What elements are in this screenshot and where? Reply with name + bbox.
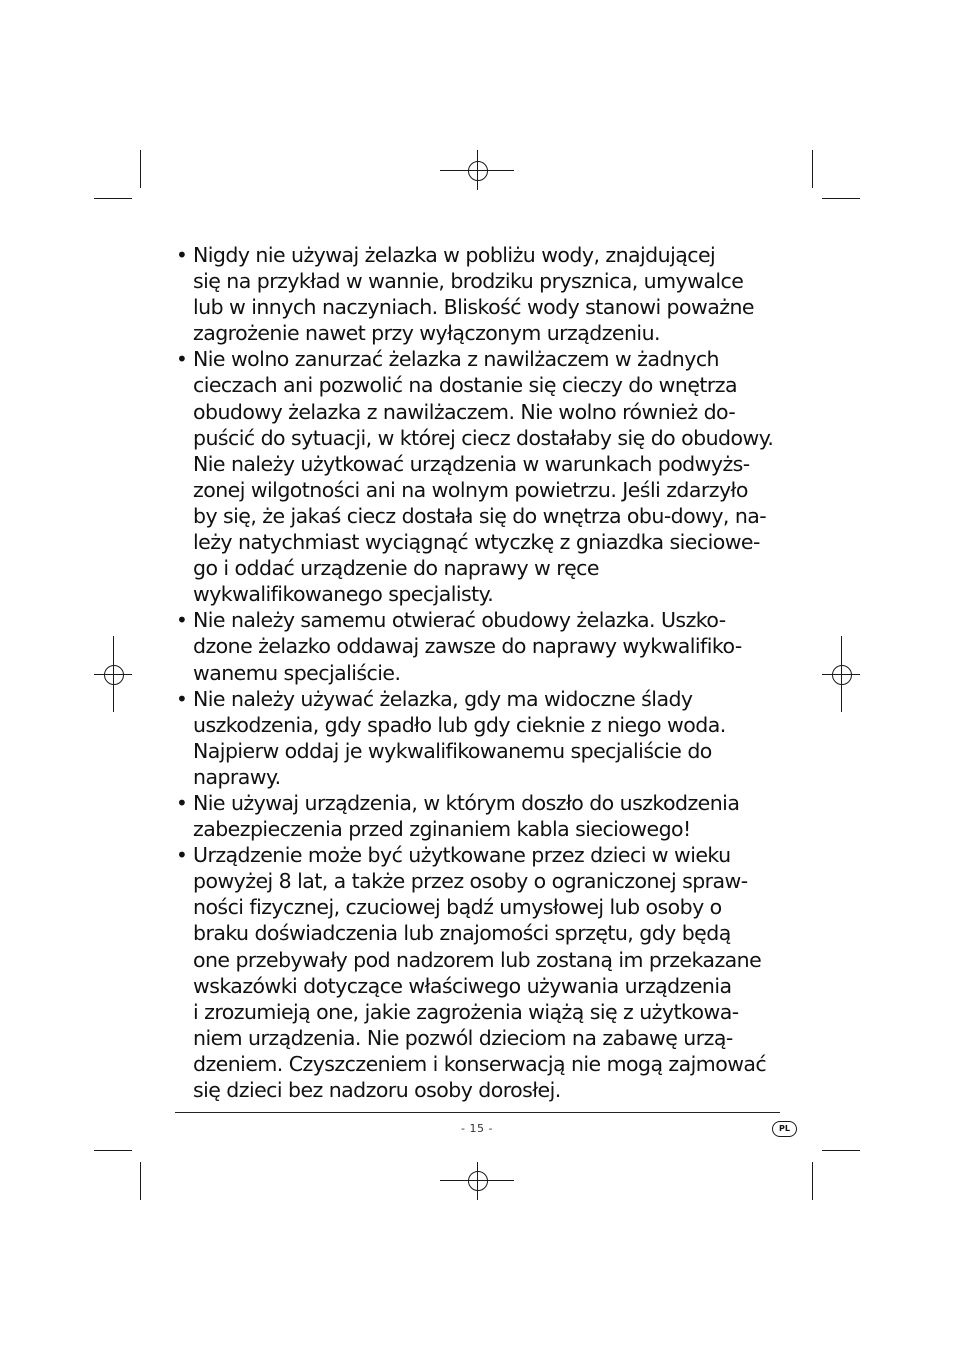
text-line: Nie należy samemu otwierać obudowy żelazka. Uszko- xyxy=(193,608,726,633)
crop-mark xyxy=(812,1162,813,1200)
bullet-dot: • xyxy=(176,686,188,711)
crop-mark xyxy=(140,1162,141,1200)
crop-mark xyxy=(822,1150,860,1151)
footer-divider xyxy=(175,1112,780,1113)
language-badge: PL xyxy=(772,1121,797,1137)
safety-instructions-list xyxy=(176,242,780,1103)
bullet-item xyxy=(176,790,780,842)
text-line: się dzieci bez nadzoru osoby dorosłej. xyxy=(193,1078,561,1102)
bullet-item xyxy=(176,686,780,790)
text-line: Najpierw oddaj je wykwalifikowanemu specjaliście do xyxy=(193,738,712,763)
text-line: i zrozumieją one, jakie zagrożenia wiążą się z użytkowa- xyxy=(193,999,739,1024)
text-line: Nigdy nie używaj żelazka w pobliżu wody, znajdującej xyxy=(193,243,716,267)
crop-mark xyxy=(94,1150,132,1151)
bullet-item xyxy=(176,242,780,346)
text-line: niem urządzenia. Nie pozwól dzieciom na zabawę urzą- xyxy=(193,1025,733,1050)
text-line: obudowy żelazka z nawilżaczem. Nie wolno również do- xyxy=(193,399,736,424)
text-line: wskazówki dotyczące właściwego używania urządzenia xyxy=(193,973,732,998)
bullet-item xyxy=(176,842,780,1103)
text-line: powyżej 8 lat, a także przez osoby o ograniczonej spraw- xyxy=(193,869,748,894)
text-line: wykwalifikowanego specjalisty. xyxy=(193,582,494,607)
bullet-dot: • xyxy=(176,243,188,267)
text-line: Nie używaj urządzenia, w którym doszło do uszkodzenia xyxy=(193,790,740,815)
bullet-dot: • xyxy=(176,347,188,372)
text-line: zagrożenie nawet przy wyłączonym urządzeniu. xyxy=(193,321,660,346)
text-line: się na przykład w wannie, brodziku prysznica, umywalce xyxy=(193,269,744,294)
text-line: go i oddać urządzenie do naprawy w ręce xyxy=(193,556,599,581)
text-line: dzeniem. Czyszczeniem i konserwacją nie mogą zajmować xyxy=(193,1051,767,1076)
crop-mark xyxy=(822,198,860,199)
text-line: puścić do sytuacji, w której ciecz dostałaby się do obudowy. xyxy=(193,425,774,450)
crop-mark xyxy=(812,150,813,188)
bullet-item xyxy=(176,607,780,685)
crop-mark xyxy=(140,150,141,188)
text-line: uszkodzenia, gdy spadło lub gdy cieknie z niego woda. xyxy=(193,712,726,737)
text-line: Nie należy używać żelazka, gdy ma widoczne ślady xyxy=(193,686,693,711)
text-line: dzone żelazko oddawaj zawsze do naprawy wykwalifiko- xyxy=(193,634,742,659)
text-line: Nie wolno zanurzać żelazka z nawilżaczem w żadnych xyxy=(193,347,719,372)
text-line: braku doświadczenia lub znajomości sprzętu, gdy będą xyxy=(193,921,731,946)
text-line: leży natychmiast wyciągnąć wtyczkę z gniazdka sieciowe- xyxy=(193,530,760,555)
text-line: Nie należy użytkować urządzenia w warunkach podwyżs- xyxy=(193,451,750,476)
text-line: cieczach ani pozwolić na dostanie się cieczy do wnętrza xyxy=(193,373,737,398)
bullet-dot: • xyxy=(176,843,188,868)
text-line: wanemu specjaliście. xyxy=(193,660,401,685)
bullet-dot: • xyxy=(176,608,188,633)
bullet-item xyxy=(176,346,780,607)
bullet-dot: • xyxy=(176,790,188,815)
text-line: zonej wilgotności ani na wolnym powietrzu. Jeśli zdarzyło xyxy=(193,477,748,502)
text-line: by się, że jakaś ciecz dostała się do wnętrza obu-dowy, na- xyxy=(193,503,767,528)
text-line: one przebywały pod nadzorem lub zostaną im przekazane xyxy=(193,947,762,972)
crop-mark xyxy=(94,198,132,199)
text-line: Urządzenie może być użytkowane przez dzieci w wieku xyxy=(193,843,731,868)
text-line: lub w innych naczyniach. Bliskość wody stanowi poważne xyxy=(193,295,754,320)
text-line: zabezpieczenia przed zginaniem kabla sieciowego! xyxy=(193,817,691,842)
text-line: naprawy. xyxy=(193,764,281,789)
text-line: ności fizycznej, czuciowej bądź umysłowej lub osoby o xyxy=(193,895,722,920)
page-number: - 15 - xyxy=(461,1122,493,1135)
